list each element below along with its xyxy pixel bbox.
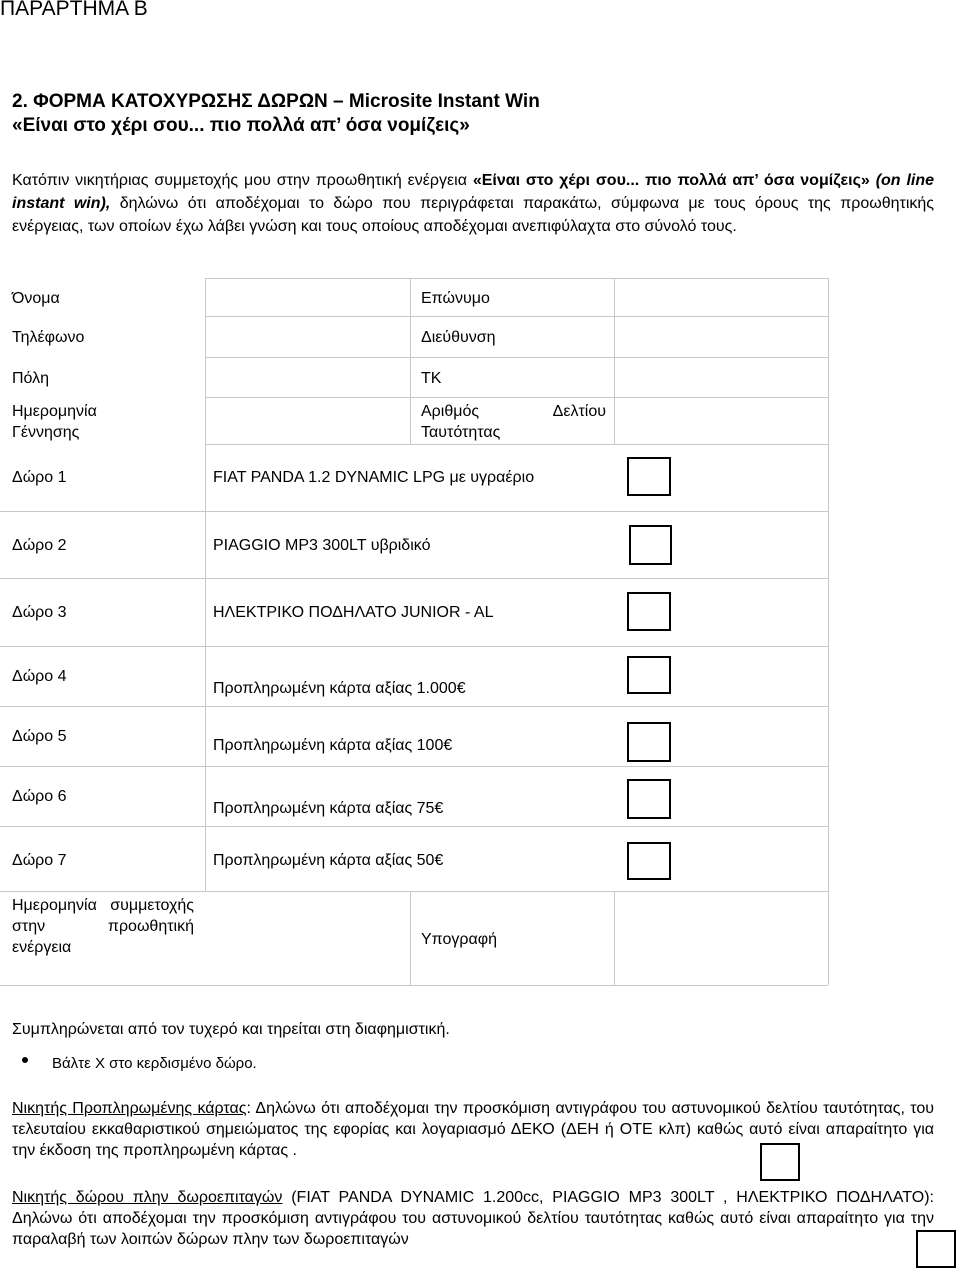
gift-1-label: Δώρο 1 xyxy=(12,469,67,486)
gift-5-desc: Προπληρωμένη κάρτα αξίας 100€ xyxy=(213,737,453,754)
gift-2-desc: PIAGGIO MP3 300LT υβριδικό xyxy=(213,537,431,554)
name-label: Όνομα xyxy=(12,290,60,307)
card-winner-label: Νικητής Προπληρωμένης κάρτας xyxy=(12,1100,247,1117)
gift-4-checkbox[interactable] xyxy=(627,656,671,694)
form-title xyxy=(12,90,540,138)
gift-3-checkbox[interactable] xyxy=(627,592,671,631)
form-title-line1: 2. ΦΟΡΜΑ ΚΑΤΟΧΥΡΩΣΗΣ ΔΩΡΩΝ – Microsite Instant Win xyxy=(12,91,540,112)
gift-1-desc: FIAT PANDA 1.2 DYNAMIC LPG με υγραέριο xyxy=(213,469,535,486)
gift-3-desc: ΗΛΕΚΤΡΙΚΟ ΠΟΔΗΛΑΤΟ JUNIOR - AL xyxy=(213,604,494,621)
gift-5-label: Δώρο 5 xyxy=(12,728,67,745)
id-number-label: Αριθμός Δελτίου Ταυτότητας xyxy=(421,403,606,441)
gift-2-checkbox[interactable] xyxy=(629,525,672,565)
bullet-dot xyxy=(22,1057,28,1063)
city-label: Πόλη xyxy=(12,370,50,387)
gift-4-label: Δώρο 4 xyxy=(12,668,67,685)
card-winner-note: Νικητής Προπληρωμένης κάρτας: Δηλώνω ότι αποδέχομαι την προσκόμιση αντιγράφου του αστυνομικού δελτίου ταυτότητας, του τελευταίου εκκαθαριστικού σημειώματος της εφορίας και λογαριασμό ΔΕΚΟ (ΔΕΗ ή ΟΤΕ κλπ) καθώς αυτό είναι απαραίτητο για την έκδοση της προπληρωμένη κάρτας . xyxy=(12,1100,935,1159)
address-label: Διεύθυνση xyxy=(421,329,496,346)
gift-1-checkbox[interactable] xyxy=(627,457,671,496)
gift-2-label: Δώρο 2 xyxy=(12,537,67,554)
bullet-instruction: Βάλτε Χ στο κερδισμένο δώρο. xyxy=(52,1055,257,1072)
surname-label: Επώνυμο xyxy=(421,290,490,307)
gift-7-checkbox[interactable] xyxy=(627,842,671,880)
gift-4-desc: Προπληρωμένη κάρτα αξίας 1.000€ xyxy=(213,680,466,697)
other-winner-label: Νικητής δώρου πλην δωροεπιταγών xyxy=(12,1189,283,1206)
campaign-name: «Είναι στο χέρι σου... πιο πολλά απ’ όσα νομίζεις» xyxy=(472,172,870,189)
postcode-label: ΤΚ xyxy=(421,370,442,387)
gift-5-checkbox[interactable] xyxy=(627,722,671,762)
form-title-line2: «Είναι στο χέρι σου... πιο πολλά απ’ όσα νομίζεις» xyxy=(12,115,470,136)
gift-7-desc: Προπληρωμένη κάρτα αξίας 50€ xyxy=(213,852,444,869)
other-winner-checkbox[interactable] xyxy=(916,1230,956,1268)
gift-6-desc: Προπληρωμένη κάρτα αξίας 75€ xyxy=(213,800,444,817)
card-winner-checkbox[interactable] xyxy=(760,1143,800,1181)
birthdate-label: Ημερομηνία Γέννησης xyxy=(12,403,97,441)
phone-label: Τηλέφωνο xyxy=(12,329,85,346)
gift-3-label: Δώρο 3 xyxy=(12,604,67,621)
gift-6-label: Δώρο 6 xyxy=(12,788,67,805)
signature-label: Υπογραφή xyxy=(421,931,498,948)
appendix-heading: ΠΑΡΑΡΤΗΜΑ Β xyxy=(0,0,148,20)
fill-note: Συμπληρώνεται από τον τυχερό και τηρείται στη διαφημιστική. xyxy=(12,1021,450,1038)
participation-date-label: Ημερομηνία συμμετοχής στην προωθητική ενέργεια xyxy=(12,897,194,956)
online-instant-win: (on line instant win), xyxy=(12,172,935,212)
gift-7-label: Δώρο 7 xyxy=(12,852,67,869)
other-winner-note: Νικητής δώρου πλην δωροεπιταγών (FIAT PANDA DYNAMIC 1.200cc, PIAGGIO MP3 300LT , ΗΛΕΚΤΡΙΚΟ ΠΟΔΗΛΑΤΟ): Δηλώνω ότι αποδέχομαι την προσκόμιση αντιγράφου του αστυνομικού δελτίου ταυτότητας καθώς αυτό είναι απαραίτητο για την παραλαβή των λοιπών δώρων πλην των δωροεπιταγών xyxy=(12,1189,934,1248)
intro-paragraph: Κατόπιν νικητήριας συμμετοχής μου στην προωθητική ενέργεια «Είναι στο χέρι σου... πιο πολλά απ’ όσα νομίζεις» (on line instant win), δηλώνω ότι αποδέχομαι το δώρο που περιγράφεται παρακάτω, σύμφωνα με τους όρους της προωθητικής ενέργειας, των οποίων έχω λάβει γνώση και τους οποίους αποδέχομαι ανεπιφύλαχτα στο σύνολό τους. xyxy=(12,172,935,235)
gift-6-checkbox[interactable] xyxy=(627,779,671,819)
